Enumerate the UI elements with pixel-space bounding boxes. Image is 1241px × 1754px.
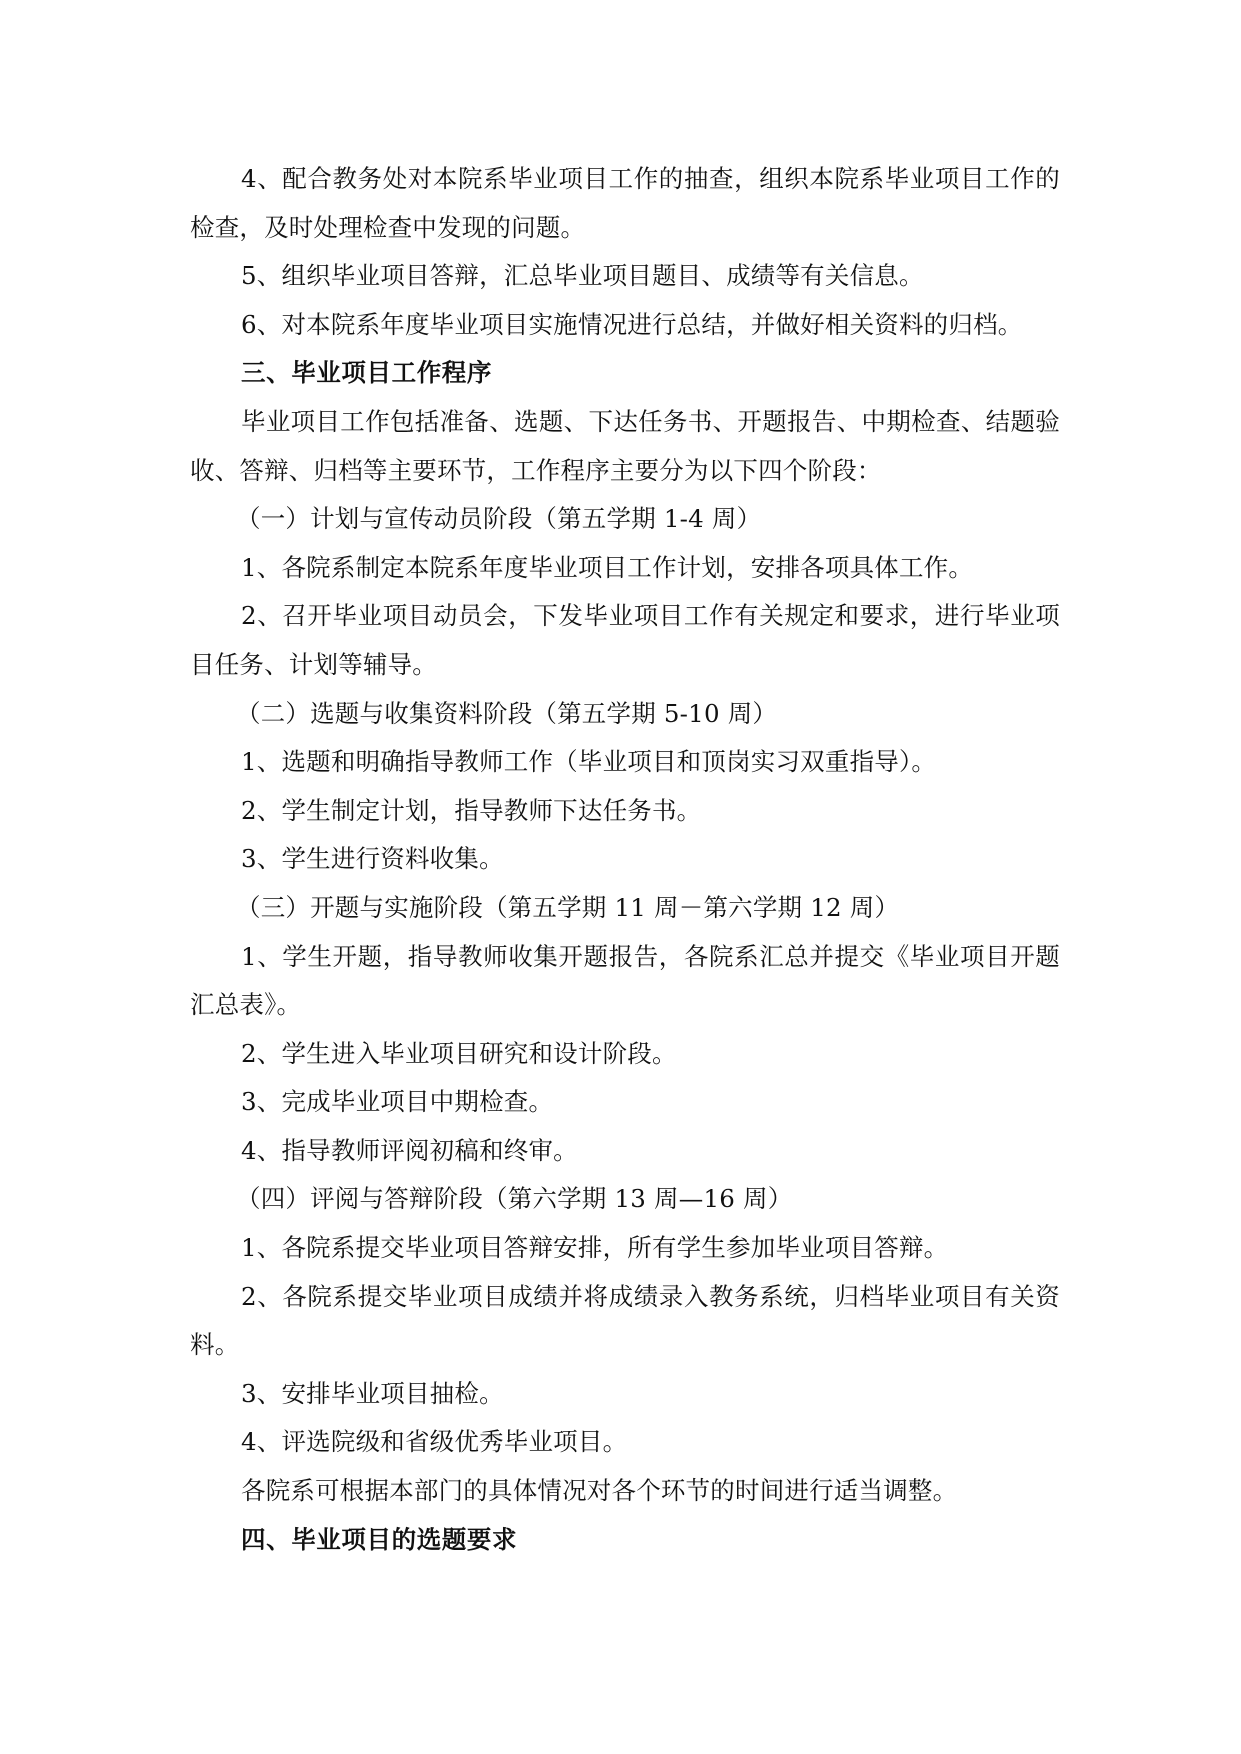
stage-4-item-1: 1、各院系提交毕业项目答辩安排，所有学生参加毕业项目答辩。	[241, 1233, 949, 1263]
stage-1-item-2-line-1: 2、召开毕业项目动员会，下发毕业项目工作有关规定和要求，进行毕业项	[241, 601, 1060, 631]
document-body	[190, 155, 1060, 1564]
paragraph-item-4-line-1: 4、配合教务处对本院系毕业项目工作的抽查，组织本院系毕业项目工作的	[241, 164, 1060, 193]
stage-4-item-3: 3、安排毕业项目抽检。	[241, 1378, 504, 1408]
paragraph-item-5: 5、组织毕业项目答辩，汇总毕业项目题目、成绩等有关信息。	[241, 261, 924, 291]
stage-3-item-3: 3、完成毕业项目中期检查。	[241, 1087, 554, 1117]
closing-note: 各院系可根据本部门的具体情况对各个环节的时间进行适当调整。	[241, 1476, 958, 1506]
stage-3-item-2: 2、学生进入毕业项目研究和设计阶段。	[241, 1038, 677, 1068]
stage-4-item-2-line-1: 2、各院系提交毕业项目成绩并将成绩录入教务系统，归档毕业项目有关资	[241, 1281, 1060, 1311]
stage-3-item-4: 4、指导教师评阅初稿和终审。	[241, 1135, 578, 1165]
paragraph-item-4-line-2: 检查，及时处理检查中发现的问题。	[190, 212, 586, 242]
stage-heading-3: （三）开题与实施阶段（第五学期 11 周－第六学期 12 周）	[236, 892, 900, 922]
stage-4-item-2-line-2: 料。	[190, 1330, 240, 1360]
stage-heading-1: （一）计划与宣传动员阶段（第五学期 1-4 周）	[236, 504, 762, 534]
section-heading-3: 三、毕业项目工作程序	[241, 358, 492, 388]
stage-2-item-1: 1、选题和明确指导教师工作（毕业项目和顶岗实习双重指导）。	[241, 747, 937, 777]
stage-1-item-1: 1、各院系制定本院系年度毕业项目工作计划，安排各项具体工作。	[241, 552, 974, 582]
paragraph-intro-line-1: 毕业项目工作包括准备、选题、下达任务书、开题报告、中期检查、结题验	[241, 406, 1060, 436]
paragraph-intro-line-2: 收、答辩、归档等主要环节，工作程序主要分为以下四个阶段：	[190, 455, 882, 485]
stage-heading-2: （二）选题与收集资料阶段（第五学期 5-10 周）	[236, 698, 778, 728]
paragraph-item-6: 6、对本院系年度毕业项目实施情况进行总结，并做好相关资料的归档。	[241, 309, 1023, 339]
stage-3-item-1-line-1: 1、学生开题，指导教师收集开题报告，各院系汇总并提交《毕业项目开题	[241, 941, 1060, 971]
stage-4-item-4: 4、评选院级和省级优秀毕业项目。	[241, 1427, 628, 1457]
stage-2-item-2: 2、学生制定计划，指导教师下达任务书。	[241, 795, 702, 825]
stage-3-item-1-line-2: 汇总表》。	[190, 990, 302, 1020]
stage-heading-4: （四）评阅与答辩阶段（第六学期 13 周—16 周）	[236, 1184, 793, 1214]
stage-1-item-2-line-2: 目任务、计划等辅导。	[190, 649, 437, 679]
stage-2-item-3: 3、学生进行资料收集。	[241, 844, 504, 874]
section-heading-4: 四、毕业项目的选题要求	[241, 1524, 518, 1554]
